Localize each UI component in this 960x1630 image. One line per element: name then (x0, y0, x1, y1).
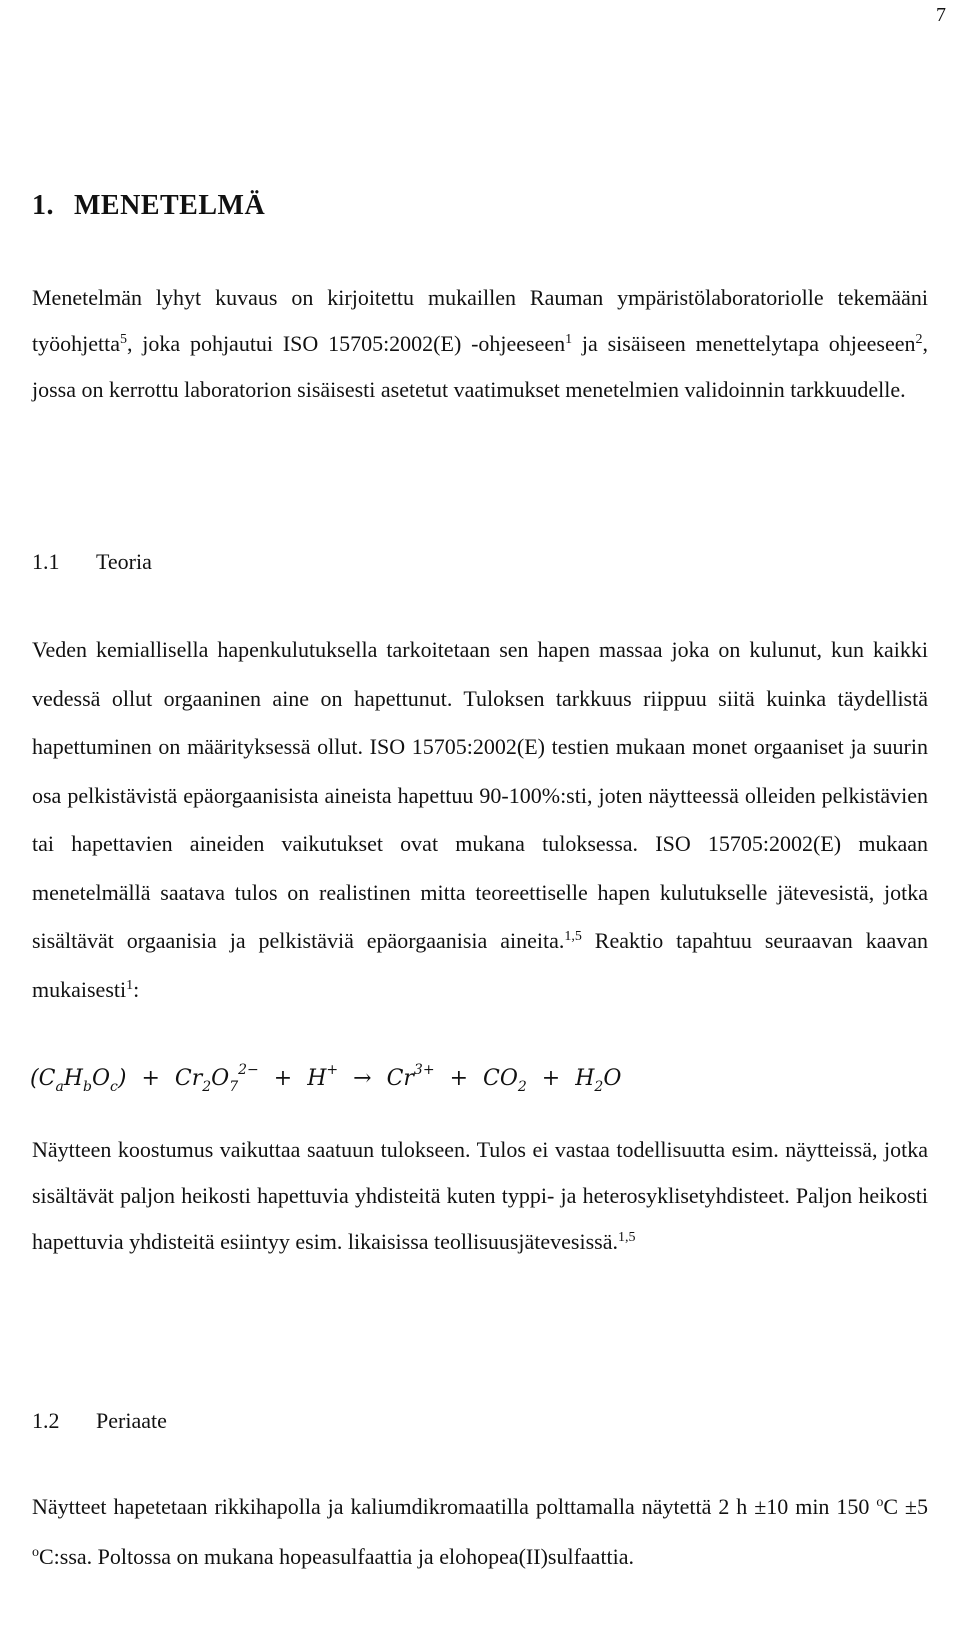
theory-paragraph (32, 626, 928, 1014)
subsection-heading-theory (32, 549, 928, 575)
section-heading (32, 190, 928, 222)
footnote-ref: 2 (915, 332, 923, 347)
principle-text-1: Näytteet hapetetaan rikkihapolla ja kaliumdikromaatilla polttamalla näytettä 2 h ±10 min 150 (32, 1494, 877, 1519)
principle-paragraph (32, 1482, 928, 1582)
intro-text-3: ja sisäiseen menettelytapa ohjeeseen (572, 331, 916, 356)
subsection-number: 1.1 (32, 549, 60, 574)
reaction-arrow: → (353, 1066, 372, 1091)
section-number: 1. (32, 190, 54, 221)
section-title: MENETELMÄ (74, 190, 266, 221)
theory-text-1: Veden kemiallisella hapenkulutuksella tarkoitetaan sen hapen massaa joka on kulunut, kun kaikki vedessä ollut orgaaninen aine on hapettunut. Tuloksen tarkkuus riippuu siitä kuinka täydellistä hapettuminen on määrityksessä ollut. ISO 15705:2002(E) testien mukaan monet orgaaniset ja suurin osa pelkistävistä epäorgaanisista aineista hapettuu 90-100%:sti, joten näytteessä olleiden pelkistävien tai hapettavien aineiden vaikutukset ovat mukana tuloksessa. ISO 15705:2002(E) mukaan menetelmällä saatava tulos on realistinen mitta teoreettiselle hapen kulutukselle jätevesistä, jotka sisältävät orgaanisia ja pelkistäviä epäorgaanisia aineita. (32, 637, 928, 953)
footnote-ref: 1 (126, 977, 134, 993)
intro-paragraph (32, 275, 928, 413)
degree-sign: o (876, 1495, 884, 1510)
composition-paragraph (32, 1127, 928, 1265)
subsection-number: 1.2 (32, 1408, 60, 1433)
page-number: 7 (936, 4, 946, 26)
subsection-heading-principle (32, 1408, 928, 1434)
subsection-title: Periaate (96, 1408, 167, 1433)
subsection-title: Teoria (96, 549, 152, 574)
principle-text-3: C:ssa. Poltossa on mukana hopeasulfaattia ja elohopea(II)sulfaattia. (39, 1544, 635, 1569)
intro-text-2: , joka pohjautui ISO 15705:2002(E) -ohjeeseen (126, 331, 566, 356)
reaction-formula: $(C_aH_bO_c) + Cr_2O_7^{2-} + H^+ \to Cr^{3+} + CO_2 + H_2O$ (30, 1062, 622, 1095)
footnote-ref: 1,5 (564, 929, 582, 944)
intro-text-1: Menetelmän lyhyt kuvaus on kirjoitettu mukaillen Rauman ympäristölaboratoriolle tekemääni työohjetta (32, 285, 928, 356)
footnote-ref: 5 (119, 332, 127, 347)
composition-text: Näytteen koostumus vaikuttaa saatuun tulokseen. Tulos ei vastaa todellisuutta esim. näytteissä, jotka sisältävät paljon heikosti hapettuvia yhdisteitä kuten typpi- ja heterosyklisetyhdisteet. Paljon heikosti hapettuvia yhdisteitä esiintyy esim. likaisissa teollisuusjätevesissä. (32, 1137, 928, 1254)
footnote-ref: 1 (565, 332, 573, 347)
footnote-ref: 1,5 (617, 1230, 636, 1245)
degree-sign: o (32, 1545, 39, 1560)
intro-text-4: , jossa on kerrottu laboratorion sisäisesti asetetut vaatimukset menetelmien validoinnin tarkkuudelle. (32, 331, 928, 402)
theory-text-3: : (133, 976, 140, 1002)
theory-text-2: Reaktio tapahtuu seuraavan kaavan mukaisesti (32, 928, 929, 1002)
principle-text-2: C ±5 (883, 1494, 928, 1519)
